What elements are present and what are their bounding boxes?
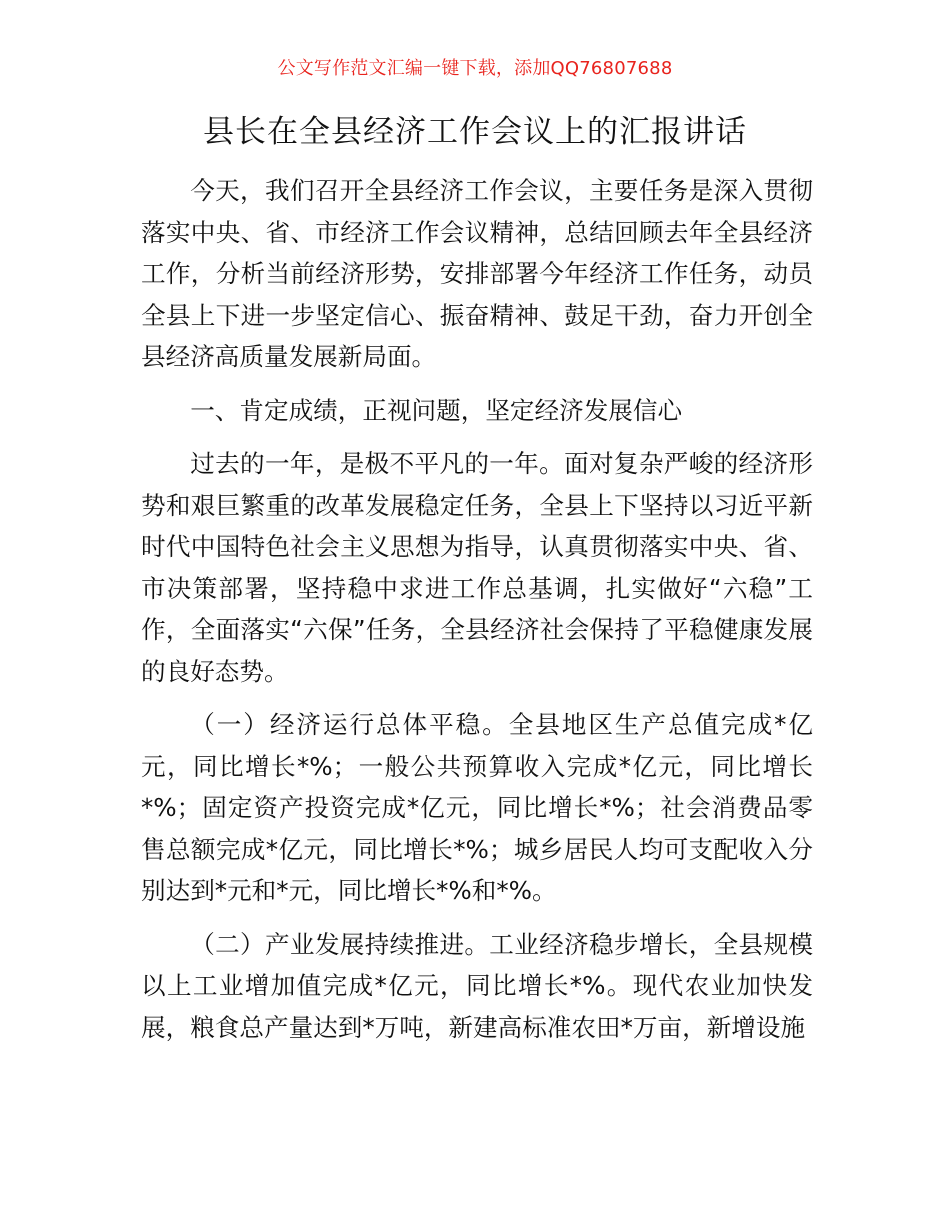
paragraph-intro: 今天，我们召开全县经济工作会议，主要任务是深入贯彻落实中央、省、市经济工作会议精神，总结回顾去年全县经济工作，分析当前经济形势，安排部署今年经济工作任务，动员全县上下进一步坚定信心、振奋精神、鼓足干劲，奋力开创全县经济高质量发展新局面。 (141, 176, 813, 371)
section-heading: 一、肯定成绩，正视问题，坚定经济发展信心 (190, 395, 683, 425)
paragraph-industry: （二）产业发展持续推进。工业经济稳步增长，全县规模以上工业增加值完成*亿元，同比增长*%。现代农业加快发展，粮食总产量达到*万吨，新建高标准农田*万亩，新增设施 (141, 929, 813, 1042)
paragraph-review: 过去的一年，是极不平凡的一年。面对复杂严峻的经济形势和艰巨繁重的改革发展稳定任务，全县上下坚持以习近平新时代中国特色社会主义思想为指导，认真贯彻落实中央、省、市决策部署，坚持稳中求进工作总基调，扎实做好“六稳”工作，全面落实“六保”任务，全县经济社会保持了平稳健康发展的良好态势。 (141, 449, 813, 686)
download-banner: 公文写作范文汇编一键下载，添加QQ76807688 (277, 58, 673, 79)
document-title: 县长在全县经济工作会议上的汇报讲话 (203, 114, 747, 150)
document-body (141, 170, 813, 1060)
paragraph-economy: （一）经济运行总体平稳。全县地区生产总值完成*亿元，同比增长*%；一般公共预算收入完成*亿元，同比增长*%；固定资产投资完成*亿元，同比增长*%；社会消费品零售总额完成*亿元，同比增长*%；城乡居民人均可支配收入分别达到*元和*元，同比增长*%和*%。 (141, 710, 813, 905)
